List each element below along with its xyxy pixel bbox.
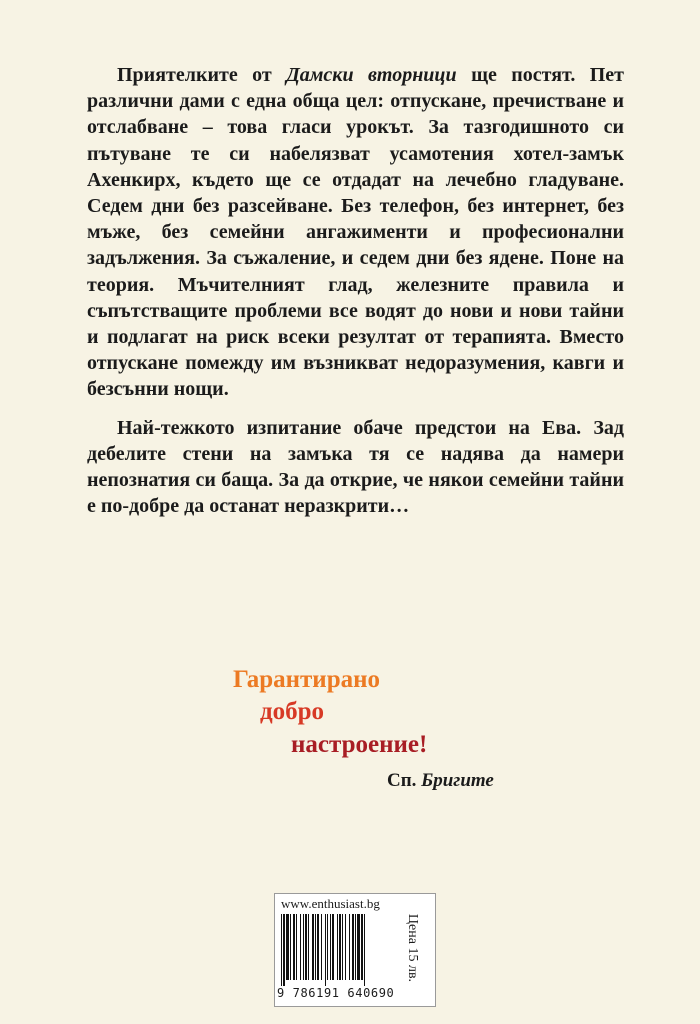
quote-line-1: Гарантирано <box>233 666 381 693</box>
barcode-stripe <box>327 914 328 980</box>
barcode-stripe <box>339 914 341 980</box>
blurb-lead-text: Приятелките от <box>117 64 287 86</box>
blurb-paragraph-1-body: Пет различни дами с една обща цел: отпускане, пречистване и отслабване – това гласи урокът. За тазгодишното си пътуване те си набелязват усамотения хотел-замък Ахенкирх, където ще се отдадат на лечебно гладуване. Седем дни без разсейване. Без телефон, без интернет, без мъже, без семейни ангажименти и професионални задължения. За съжаление, и седем дни без ядене. Поне на теория. Мъчителният глад, железните правила и съпътстващите проблеми все водят до нови и нови тайни и подлагат на риск всеки резултат от терапията. Вместо отпускане помежду им възникват недоразумения, кавги и безсънни нощи. <box>87 64 625 401</box>
review-quote <box>0 660 700 800</box>
price-text: Цена 15 лв. <box>405 913 420 983</box>
barcode-stripe <box>321 914 322 980</box>
barcode-stripe <box>300 914 301 980</box>
barcode-stripe <box>290 914 291 980</box>
isbn-digits: 9 786191 640690 <box>277 986 395 1000</box>
blurb-paragraph-1 <box>87 62 624 403</box>
quote-source-name: Бригите <box>421 770 494 791</box>
quote-source <box>387 770 494 792</box>
barcode-stripe <box>315 914 316 980</box>
barcode-stripe <box>308 914 309 980</box>
blurb-lead-end: ще постят. <box>456 64 576 86</box>
barcode-stripe <box>317 914 319 980</box>
barcode-stripe <box>305 914 307 980</box>
barcode-stripe <box>364 914 365 986</box>
barcode-stripe <box>342 914 343 980</box>
barcode-icon <box>281 914 399 986</box>
barcode-stripe <box>349 914 350 980</box>
back-cover-blurb <box>87 62 624 519</box>
barcode-stripe <box>283 914 285 986</box>
barcode-stripe <box>332 914 334 980</box>
quote-source-prefix: Сп. <box>387 770 422 791</box>
barcode-stripe <box>293 914 295 980</box>
barcode-stripe <box>303 914 304 980</box>
blurb-paragraph-2: Най-тежкото изпитание обаче предстои на Ева. Зад дебелите стени на замъка тя се надява да намери непознатия си баща. За да открие, че някои семейни тайни е по-добре да останат неразкрити… <box>87 416 624 518</box>
barcode-stripe <box>325 914 326 986</box>
barcode-stripe <box>361 914 363 980</box>
barcode-stripe <box>355 914 356 980</box>
barcode-stripe <box>357 914 360 980</box>
quote-line-2: добро <box>260 698 325 725</box>
quote-line-3: настроение! <box>291 731 428 758</box>
price-label <box>402 898 422 1003</box>
barcode-stripe <box>312 914 314 980</box>
barcode-stripe <box>281 914 282 986</box>
barcode-stripe <box>330 914 331 980</box>
series-title: Дамски вторници <box>286 64 457 86</box>
barcode-stripe <box>296 914 297 980</box>
barcode-stripe <box>337 914 338 980</box>
barcode-stripe <box>345 914 346 980</box>
publisher-website: www.enthusiast.bg <box>281 896 380 911</box>
barcode-stripe <box>286 914 289 980</box>
barcode-stripe <box>352 914 354 980</box>
